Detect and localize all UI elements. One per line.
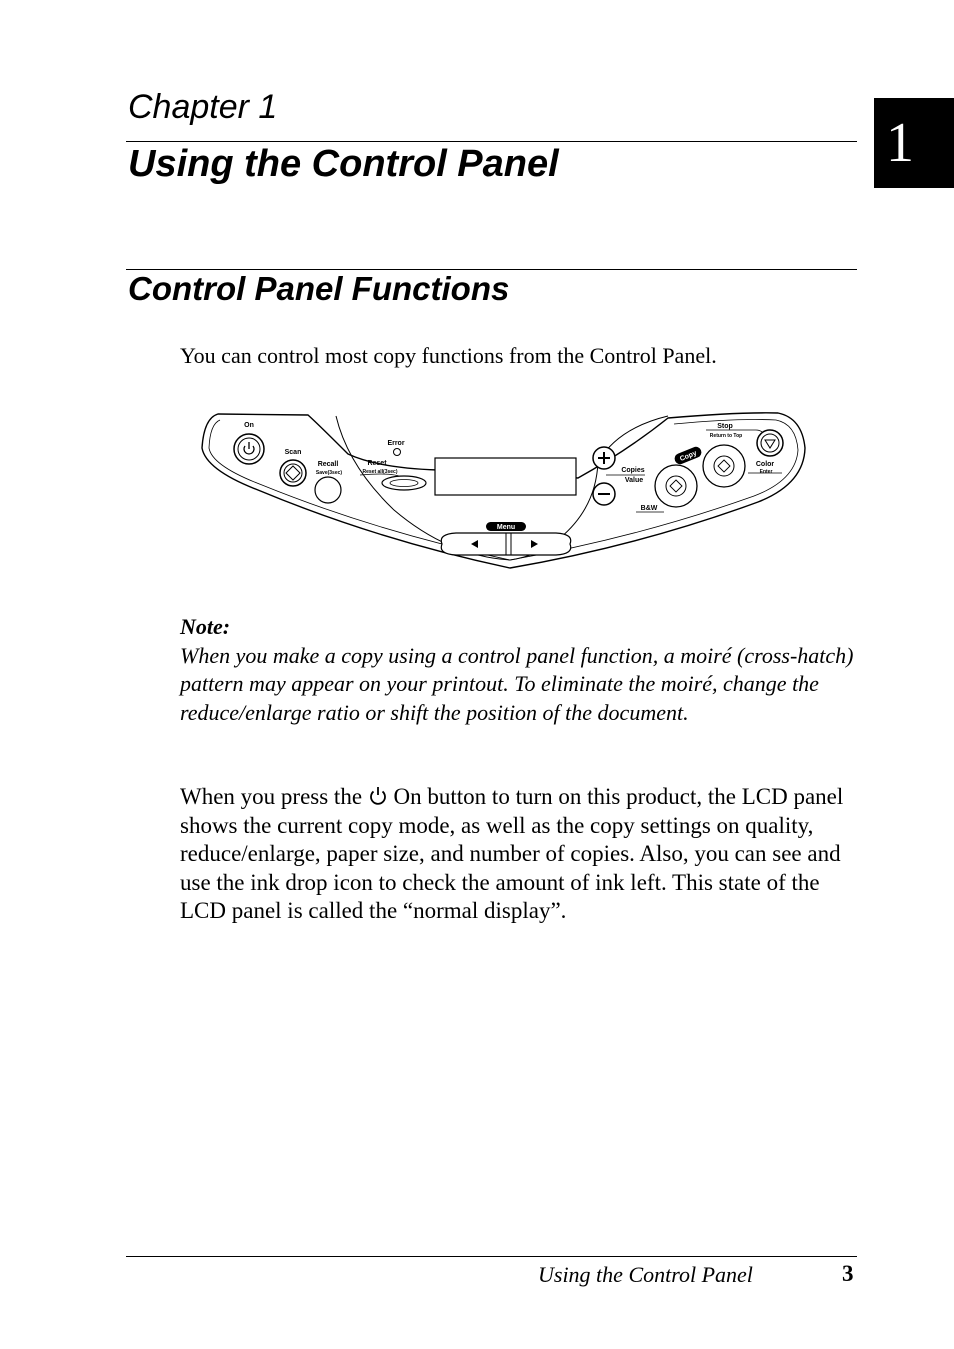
body-text-start: When you press the: [180, 784, 363, 809]
reset-label: Reset: [367, 460, 387, 467]
chapter-label: Chapter 1: [128, 88, 278, 126]
color-sub-label: Enter: [759, 469, 773, 475]
lcd-display: [435, 458, 576, 495]
copy-badge-label: Copy: [678, 449, 698, 463]
body-paragraph: [180, 783, 870, 926]
section-title: Control Panel Functions: [128, 270, 510, 307]
bw-copy-button[interactable]: [655, 465, 697, 507]
reset-sub-label: Reset all(3sec): [362, 469, 398, 475]
error-indicator: [394, 449, 401, 456]
value-label: Value: [624, 477, 644, 484]
bw-label: B&W: [640, 505, 658, 512]
recall-label: Recall: [317, 461, 339, 468]
menu-left-button[interactable]: [444, 535, 504, 553]
footer-title: Using the Control Panel: [538, 1262, 753, 1287]
note-body: When you make a copy using a control panel function, a moiré (cross-hatch) pattern may appear on your printout. To eliminate the moiré, change the reduce/enlarge ratio or shift the position of the document.: [180, 643, 854, 725]
copies-label: Copies: [621, 467, 645, 474]
page-number: 3: [842, 1261, 854, 1286]
copies-minus-button[interactable]: [593, 483, 615, 505]
copies-plus-button[interactable]: [593, 447, 615, 469]
footer-rule: [126, 1256, 857, 1257]
power-icon: [368, 785, 388, 805]
menu-right-button[interactable]: [512, 535, 570, 553]
recall-button[interactable]: [315, 477, 341, 503]
color-copy-button[interactable]: [703, 445, 745, 487]
recall-sub-label: Save(3sec): [315, 470, 343, 476]
stop-button[interactable]: [757, 430, 783, 456]
chapter-rule: [126, 141, 857, 142]
stop-label: Stop: [717, 423, 733, 430]
control-panel-illustration: [198, 408, 810, 576]
error-label: Error: [387, 440, 405, 447]
body-text-rest: On button to turn on this product, the LCD panel shows the current copy mode, as well as the copy settings on quality, reduce/enlarge, paper size, and number of copies. Also, you can see and use the ink drop icon to check the amount of ink left. This state of the LCD panel is called the “normal display”.: [180, 784, 844, 923]
chapter-title: Using the Control Panel: [128, 143, 559, 185]
chapter-tab-number: 1: [886, 112, 914, 174]
color-label: Color: [755, 461, 775, 468]
menu-label: Menu: [496, 524, 516, 531]
intro-paragraph: You can control most copy functions from the Control Panel.: [180, 343, 717, 368]
scan-label: Scan: [284, 449, 302, 456]
on-button[interactable]: [234, 434, 264, 464]
scan-button[interactable]: [280, 460, 306, 486]
on-label: On: [244, 422, 254, 429]
note-heading: Note:: [180, 614, 231, 639]
stop-sub-label: Return to Top: [709, 433, 743, 439]
